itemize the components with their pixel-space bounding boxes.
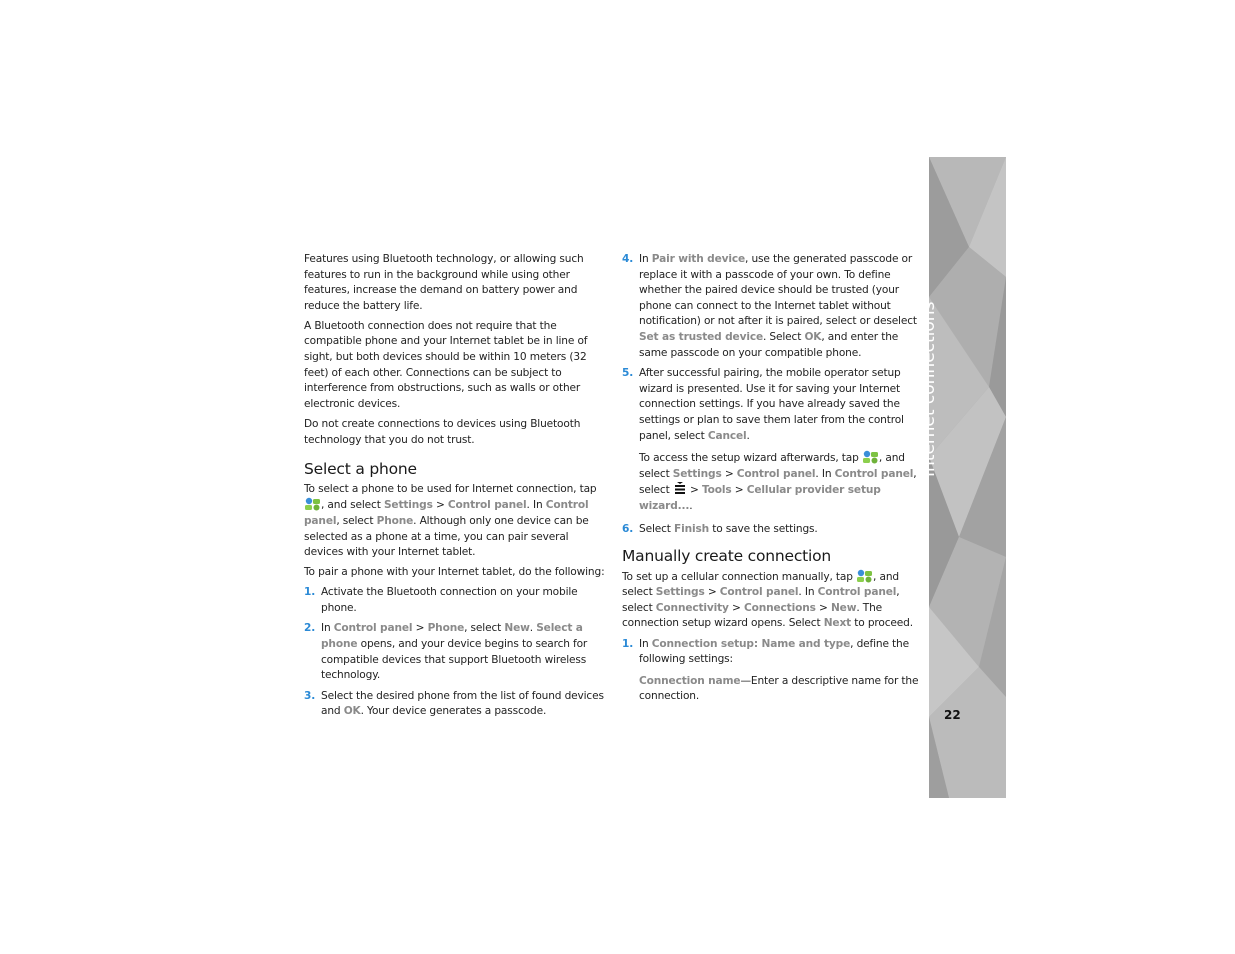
control-panel-icon xyxy=(862,450,879,464)
list-item: 2. In Control panel > Phone, select New. Select a phone opens, and your device begins to search for compatible devices that support Bluetooth wireless technology. xyxy=(304,622,588,682)
select-phone-heading: Select a phone xyxy=(304,460,417,479)
connection-name-setting: Connection name—Enter a descriptive name for the connection. xyxy=(639,674,919,703)
step-number: 1. xyxy=(622,637,634,650)
page-number: 22 xyxy=(944,708,961,722)
intro-paragraph-2: A Bluetooth connection does not require that the compatible phone and your Internet tablet be in line of sight, but both devices should be within 10 meters (32 feet) of each other. Connections can be subject to interference from obstructions, such as walls or other electronic devices. xyxy=(304,319,588,410)
chapter-title-container xyxy=(919,157,1006,798)
step-number: 1. xyxy=(304,586,316,599)
step-number: 2. xyxy=(304,622,316,635)
control-panel-icon xyxy=(856,569,873,583)
list-item: 5. After successful pairing, the mobile operator setup wizard is presented. Use it for saving your Internet connection settings. If you have already saved the settings or plan to save them later from the control panel, select Cancel. xyxy=(622,367,904,442)
list-item: 3. Select the desired phone from the list of found devices and OK. Your device generates a passcode. xyxy=(304,689,604,718)
pair-intro: To pair a phone with your Internet tablet, do the following: xyxy=(304,566,605,579)
select-phone-paragraph: To select a phone to be used for Internet connection, tap , and select Settings > Control panel. In Control panel, select Phone. Although only one device can be selected as a phone at a time, you can pair several devices with your Internet tablet. xyxy=(304,482,597,559)
manual-connection-heading: Manually create connection xyxy=(622,547,832,566)
intro-paragraph-3: Do not create connections to devices using Bluetooth technology that you do not trust. xyxy=(304,417,581,446)
chapter-title: Internet connections xyxy=(919,301,939,477)
step-number: 6. xyxy=(622,522,634,535)
intro-paragraph-1: Features using Bluetooth technology, or allowing such features to run in the background while using other features, increase the demand on battery power and reduce the battery life. xyxy=(304,253,584,312)
list-item: 1. In Connection setup: Name and type, define the following settings: xyxy=(622,637,909,666)
manual-connection-paragraph: To set up a cellular connection manually, tap , and select Settings > Control panel. In Control panel, select Connectivity > Connections > New. The connection setup wizard opens. Select Next to proceed. xyxy=(622,570,913,630)
left-column xyxy=(304,252,606,725)
list-item: 1. Activate the Bluetooth connection on your mobile phone. xyxy=(304,586,578,614)
control-panel-icon xyxy=(304,497,321,511)
step-number: 5. xyxy=(622,367,634,380)
list-item: 6. Select Finish to save the settings. xyxy=(622,522,922,538)
step-number: 3. xyxy=(304,689,316,702)
right-column xyxy=(622,252,922,709)
wizard-note: To access the setup wizard afterwards, tap , and select Settings > Control panel. In Control panel, select > Tools > Cellular provider setup wizard.... xyxy=(639,452,917,512)
menu-icon xyxy=(673,482,687,496)
list-item: 4. In Pair with device, use the generated passcode or replace it with a passcode of your own. To define whether the paired device should be trusted (your phone can connect to the Internet tablet without notification) or not after it is paired, select or deselect Set as trusted device. Select OK, and enter the same passcode on your compatible phone. xyxy=(622,253,917,359)
step-number: 4. xyxy=(622,253,634,265)
